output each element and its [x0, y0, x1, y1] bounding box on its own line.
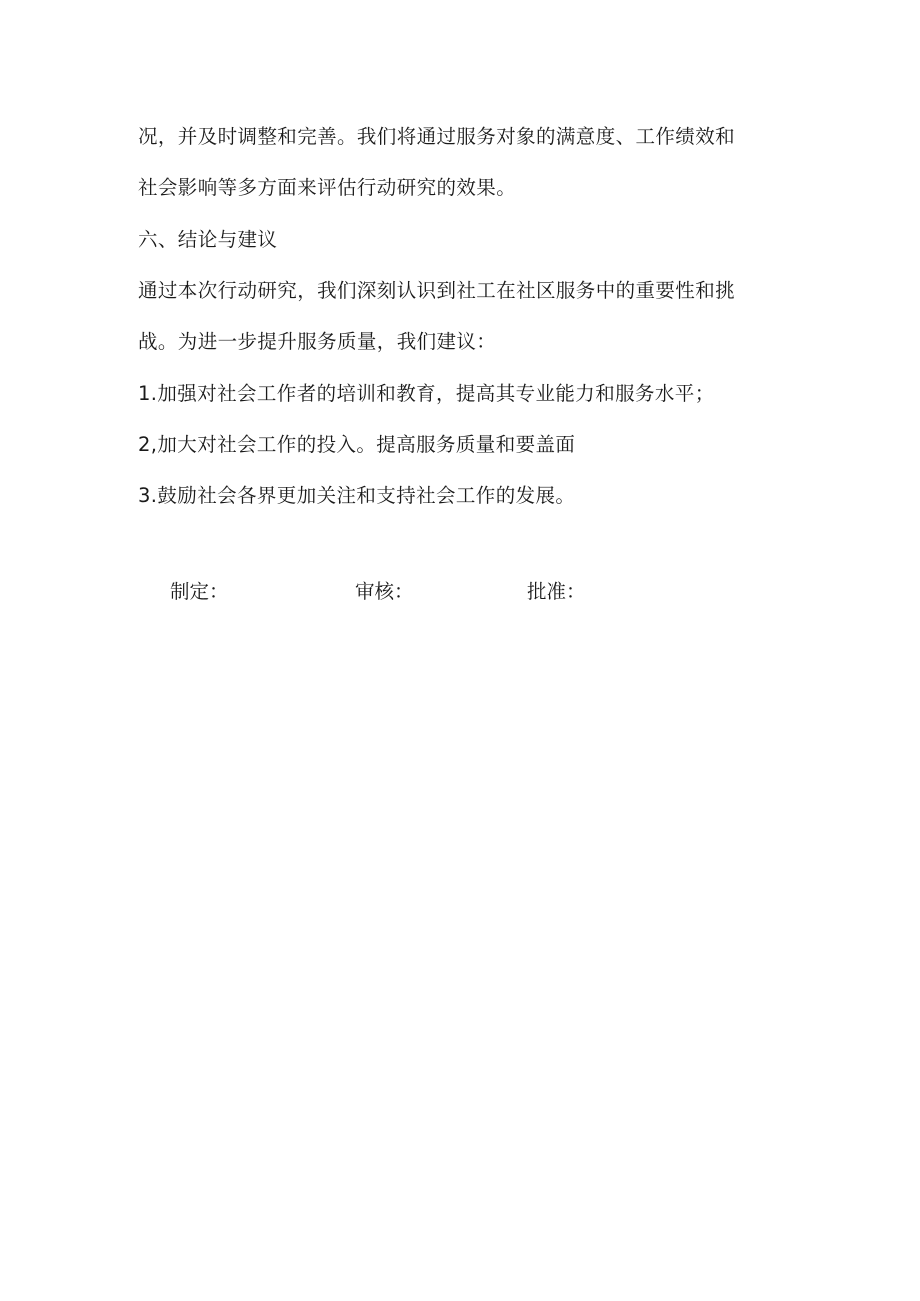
drafted-by-label: 制定： — [170, 580, 229, 603]
section-heading: 六、结论与建议 — [138, 228, 278, 251]
list-item-2: 2,加大对社会工作的投入。提高服务质量和要盖面 — [138, 433, 576, 456]
approved-by-label: 批准： — [527, 580, 586, 603]
list-item-3: 3.鼓励社会各界更加关注和支持社会工作的发展。 — [138, 484, 576, 507]
paragraph-line-2: 社会影响等多方面来评估行动研究的效果。 — [138, 176, 517, 199]
paragraph-line-4: 战。为进一步提升服务质量，我们建议： — [138, 330, 497, 353]
paragraph-line-3: 通过本次行动研究，我们深刻认识到社工在社区服务中的重要性和挑 — [138, 279, 736, 302]
reviewed-by-label: 审核： — [355, 580, 414, 603]
paragraph-line-1: 况，并及时调整和完善。我们将通过服务对象的满意度、工作绩效和 — [138, 125, 736, 148]
list-item-1: 1.加强对社会工作者的培训和教育，提高其专业能力和服务水平； — [138, 382, 715, 405]
